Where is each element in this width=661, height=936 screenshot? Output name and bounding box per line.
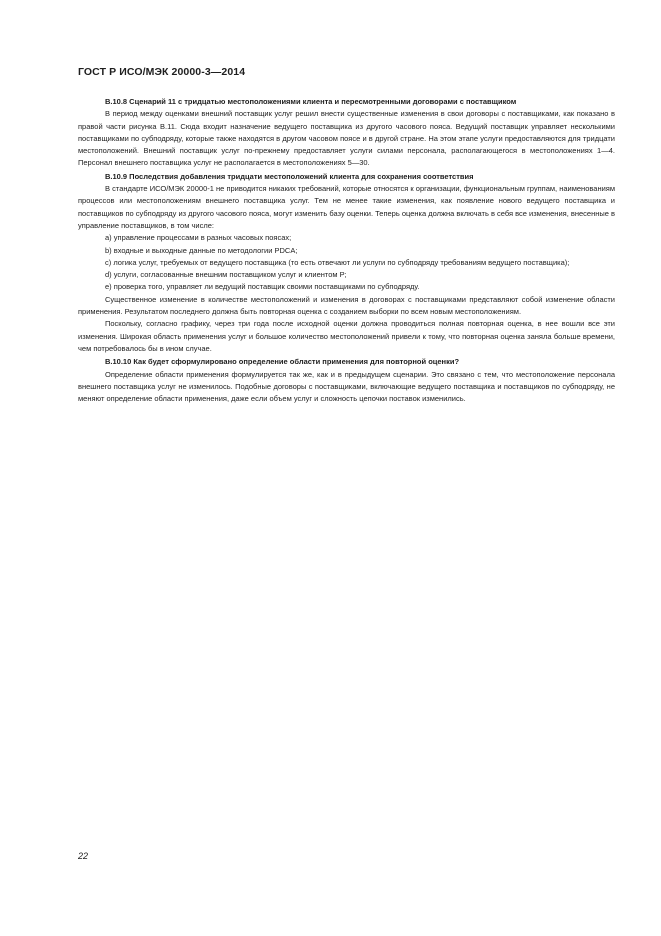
page-number: 22 [78,851,89,861]
list-item: d) услуги, согласованные внешним поставщиком услуг и клиентом Р; [105,270,347,280]
section-heading-b109: В.10.9 Последствия добавления тридцати местоположений клиента для сохранения соответствия [105,171,474,181]
list-item: b) входные и выходные данные по методологии PDCA; [105,245,298,255]
section-heading-b108: В.10.8 Сценарий 11 с тридцатью местоположениями клиента и пересмотренными договорами с поставщиком [105,97,517,106]
paragraph: В стандарте ИСО/МЭК 20000-1 не приводится никаких требований, которые относятся к организации, функциональным группам, наименованиям процессов или местоположениям внешнего поставщика услуг. Тем не менее такие изменения, как появление нового ведущего поставщика и поставщиков по субподряду из другого часового пояса, могут изменить базу оценки. Теперь оценка должна включать в себя все изменения, внесенные в управление поставщиков, в том числе: [78,184,615,230]
section-heading-b1010: В.10.10 Как будет сформулировано определение области применения для повторной оценки? [105,357,460,367]
list-item: е) проверка того, управляет ли ведущий поставщик своими поставщиками по субподряду. [105,282,420,292]
paragraph: Определение области применения формулируется так же, как и в предыдущем сценарии. Это связано с тем, что местоположение персонала внешнего поставщика услуг не изменилось. Подобные договоры с поставщиками, включающие ведущего поставщика и поставщиков по субподряду, не меняют определение области применения, даже если объем услуг и сложность цепочки поставок изменились. [78,369,615,404]
document-body [78,95,615,405]
paragraph: Существенное изменение в количестве местоположений и изменения в договорах с поставщиками представляют собой изменение области применения. Результатом последнего должна быть повторная оценка с созданием выборки по всем новым местоположениям. [78,294,615,317]
paragraph: В период между оценками внешний поставщик услуг решил внести существенные изменения в свои договоры с поставщиками, как показано в правой части рисунка В.11. Сюда входит назначение ведущего поставщика из другого часового пояса. Ведущий поставщик управляет несколькими поставщиками по субподряду, которые также находятся в другом часовом поясе и в другой стране. На этом этапе услуги предоставляются для тридцати местоположений. Внешний поставщик услуг по-прежнему предоставляет услуги силами персонала, располагающегося в местоположениях 1—4. Персонал внешнего поставщика услуг не располагается в местоположениях 5—30. [78,109,615,168]
list-item: с) логика услуг, требуемых от ведущего поставщика (то есть отвечают ли услуги по субподряду требованиям ведущего поставщика); [105,257,570,267]
paragraph: Поскольку, согласно графику, через три года после исходной оценки должна проводиться полная повторная оценка, в нее вошли все эти изменения. Широкая область применения услуг и большое количество местоположений привели к тому, что повторная оценка заняла больше времени, чем потребовалось бы в ином случае. [78,319,615,353]
list-item: а) управление процессами в разных часовых поясах; [105,233,292,243]
document-header: ГОСТ Р ИСО/МЭК 20000-3—2014 [78,66,246,78]
